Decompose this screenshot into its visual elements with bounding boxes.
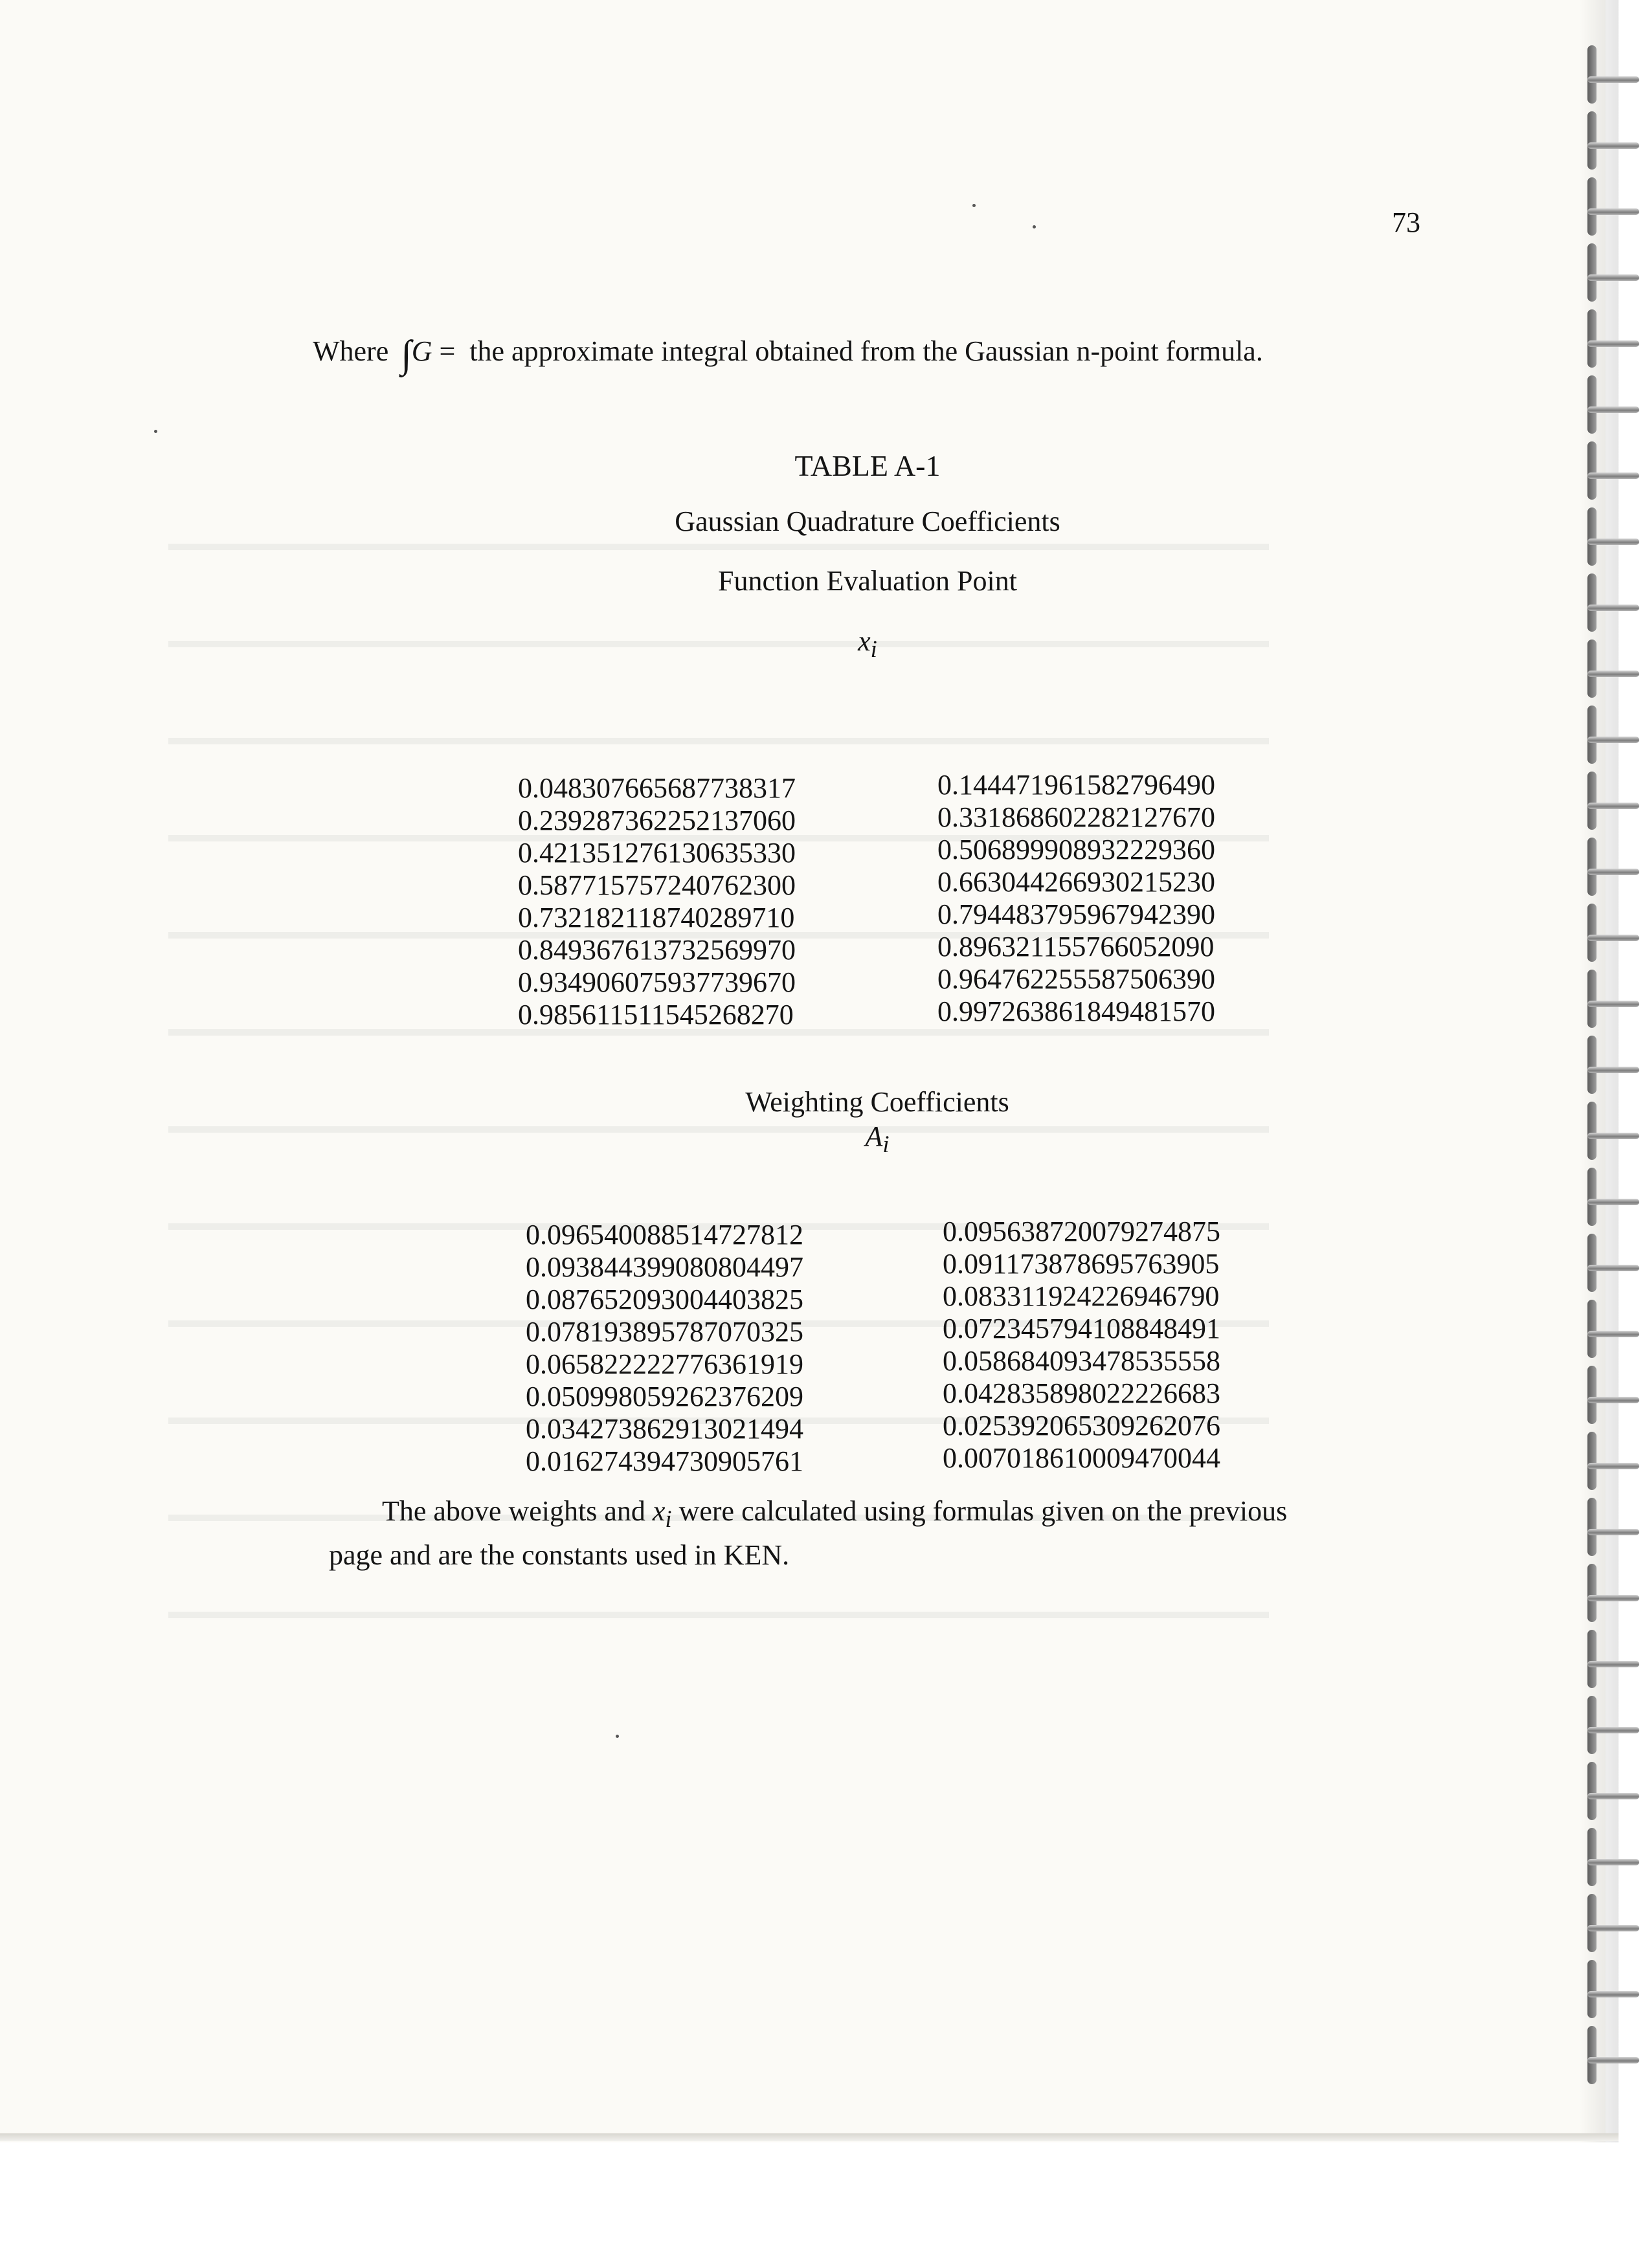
binding-coil-loop xyxy=(1587,243,1597,302)
table-title: TABLE A-1 xyxy=(794,449,941,482)
weight-value: 0.007018610009470044 xyxy=(943,1442,1220,1474)
weights-column-left xyxy=(526,1219,803,1478)
binding-coil xyxy=(1587,1920,1639,1937)
binding-coil-loop xyxy=(1587,1894,1597,1952)
binding-coil xyxy=(1587,1524,1639,1540)
point-value: 0.997263861849481570 xyxy=(937,995,1215,1027)
integral-variable: G xyxy=(411,335,432,367)
binding-coil xyxy=(1587,995,1639,1012)
binding-coil xyxy=(1587,1062,1639,1078)
weight-value: 0.016274394730905761 xyxy=(526,1445,803,1477)
binding-coil-loop xyxy=(1587,1762,1597,1820)
point-value: 0.048307665687738317 xyxy=(518,772,796,804)
binding-coil-wire xyxy=(1587,539,1639,545)
binding-coil xyxy=(1587,665,1639,682)
scan-speck xyxy=(154,430,157,433)
binding-coil xyxy=(1587,1656,1639,1673)
binding-coil xyxy=(1587,1986,1639,2003)
intro-text: the approximate integral obtained from the Gaussian n-point formula. xyxy=(469,335,1263,367)
spiral-binding xyxy=(1582,26,1647,2097)
binding-coil xyxy=(1587,1788,1639,1805)
binding-coil-wire xyxy=(1587,1133,1639,1139)
points-column-right xyxy=(937,769,1215,1028)
binding-coil-wire xyxy=(1587,340,1639,347)
binding-coil xyxy=(1587,467,1639,484)
binding-coil-loop xyxy=(1587,1828,1597,1886)
binding-coil-loop xyxy=(1587,45,1597,104)
binding-coil-loop xyxy=(1587,1036,1597,1094)
binding-coil-wire xyxy=(1587,1067,1639,1073)
binding-coil-loop xyxy=(1587,904,1597,962)
binding-coil-wire xyxy=(1587,1661,1639,1667)
binding-coil xyxy=(1587,1326,1639,1342)
binding-coil-loop xyxy=(1587,1564,1597,1622)
weight-value: 0.072345794108848491 xyxy=(943,1313,1220,1344)
binding-coil-loop xyxy=(1587,1630,1597,1688)
binding-coil-wire xyxy=(1587,935,1639,941)
points-symbol-subscript: i xyxy=(870,635,877,662)
binding-coil-wire xyxy=(1587,737,1639,743)
binding-coil-wire xyxy=(1587,2057,1639,2063)
binding-coil-wire xyxy=(1587,803,1639,809)
binding-coil xyxy=(1587,335,1639,352)
binding-coil xyxy=(1587,137,1639,154)
binding-coil-loop xyxy=(1587,1366,1597,1424)
binding-coil-wire xyxy=(1587,1859,1639,1865)
binding-coil xyxy=(1587,1722,1639,1739)
binding-coil-loop xyxy=(1587,838,1597,896)
binding-coil-wire xyxy=(1587,274,1639,281)
binding-coil xyxy=(1587,863,1639,880)
binding-coil xyxy=(1587,1194,1639,1210)
binding-coil xyxy=(1587,929,1639,946)
binding-coil-loop xyxy=(1587,1234,1597,1292)
binding-coil xyxy=(1587,1590,1639,1606)
binding-coil-loop xyxy=(1587,309,1597,368)
weights-symbol-letter: A xyxy=(865,1120,883,1152)
binding-coil-loop xyxy=(1587,2026,1597,2084)
footnote-line-1 xyxy=(324,1493,1463,1537)
point-value: 0.506899908932229360 xyxy=(937,834,1215,865)
binding-coil-wire xyxy=(1587,869,1639,875)
binding-coil-loop xyxy=(1587,706,1597,764)
binding-coil-wire xyxy=(1587,1331,1639,1337)
binding-coil-wire xyxy=(1587,1595,1639,1601)
scan-speck xyxy=(1033,225,1036,228)
intro-sentence xyxy=(313,332,1263,377)
binding-coil xyxy=(1587,2052,1639,2069)
binding-coil-wire xyxy=(1587,1793,1639,1799)
equals-sign: = xyxy=(439,335,456,367)
binding-coil-wire xyxy=(1587,1463,1639,1469)
footnote-part2: were calculated using formulas given on the previous xyxy=(678,1495,1288,1527)
binding-coil-loop xyxy=(1587,1168,1597,1226)
binding-coil xyxy=(1587,1458,1639,1474)
page-bottom-edge xyxy=(0,2133,1619,2141)
binding-coil-loop xyxy=(1587,507,1597,566)
weight-value: 0.078193895787070325 xyxy=(526,1316,803,1348)
binding-coil-loop xyxy=(1587,1432,1597,1490)
binding-coil xyxy=(1587,71,1639,88)
binding-coil-wire xyxy=(1587,1727,1639,1733)
binding-coil-wire xyxy=(1587,1991,1639,1997)
points-heading: Function Evaluation Point xyxy=(718,565,1017,597)
point-value: 0.934906075937739670 xyxy=(518,966,796,998)
binding-coil-wire xyxy=(1587,208,1639,215)
binding-coil-wire xyxy=(1587,76,1639,83)
binding-coil-loop xyxy=(1587,1498,1597,1556)
binding-coil xyxy=(1587,599,1639,616)
binding-coil-loop xyxy=(1587,1300,1597,1358)
point-value: 0.421351276130635330 xyxy=(518,837,796,869)
weight-value: 0.096540088514727812 xyxy=(526,1219,803,1251)
footnote-part1: The above weights and xyxy=(382,1495,645,1527)
binding-coil-loop xyxy=(1587,970,1597,1028)
intro-prefix: Where xyxy=(313,335,389,367)
binding-coil-loop xyxy=(1587,1960,1597,2018)
binding-coil-wire xyxy=(1587,142,1639,149)
point-value: 0.331868602282127670 xyxy=(937,801,1215,833)
weight-value: 0.042835898022226683 xyxy=(943,1377,1220,1409)
scan-speck xyxy=(972,204,976,207)
weight-value: 0.025392065309262076 xyxy=(943,1410,1220,1441)
footnote-paragraph xyxy=(324,1493,1463,1573)
weight-value: 0.095638720079274875 xyxy=(943,1216,1220,1247)
binding-coil-loop xyxy=(1587,441,1597,500)
point-value: 0.144471961582796490 xyxy=(937,769,1215,801)
integral-symbol: ∫ xyxy=(401,333,412,375)
binding-coil xyxy=(1587,1260,1639,1276)
weight-value: 0.065822222776361919 xyxy=(526,1348,803,1380)
binding-coil-wire xyxy=(1587,1397,1639,1403)
binding-coil xyxy=(1587,731,1639,748)
point-value: 0.732182118740289710 xyxy=(518,902,795,933)
binding-coil-loop xyxy=(1587,639,1597,698)
binding-coil xyxy=(1587,1854,1639,1871)
scan-speck xyxy=(616,1735,619,1738)
point-value: 0.896321155766052090 xyxy=(937,931,1215,962)
weights-heading: Weighting Coefficients xyxy=(745,1086,1009,1118)
footnote-line-2: page and are the constants used in KEN. xyxy=(329,1539,790,1571)
points-symbol-letter: x xyxy=(858,625,871,657)
binding-coil-loop xyxy=(1587,375,1597,434)
binding-coil-wire xyxy=(1587,1925,1639,1931)
point-value: 0.239287362252137060 xyxy=(518,805,796,836)
footnote-variable: $x_i$ xyxy=(652,1495,672,1532)
weights-symbol-subscript: i xyxy=(882,1130,890,1157)
weights-column-right xyxy=(943,1216,1220,1474)
binding-coil-loop xyxy=(1587,1102,1597,1160)
binding-coil-wire xyxy=(1587,472,1639,479)
table-subtitle: Gaussian Quadrature Coefficients xyxy=(675,506,1060,537)
weight-value: 0.058684093478535558 xyxy=(943,1345,1220,1377)
binding-coil xyxy=(1587,1392,1639,1408)
point-value: 0.587715757240762300 xyxy=(518,869,796,901)
weight-value: 0.083311924226946790 xyxy=(943,1280,1220,1312)
binding-coil xyxy=(1587,1128,1639,1144)
binding-coil-loop xyxy=(1587,573,1597,632)
weight-value: 0.050998059262376209 xyxy=(526,1381,803,1412)
binding-coil-loop xyxy=(1587,1696,1597,1754)
binding-coil-wire xyxy=(1587,406,1639,413)
binding-coil-loop xyxy=(1587,772,1597,830)
points-column-left xyxy=(518,772,796,1031)
point-value: 0.663044266930215230 xyxy=(937,866,1215,898)
binding-coil xyxy=(1587,203,1639,220)
binding-coil-wire xyxy=(1587,605,1639,611)
weights-symbol xyxy=(683,1120,1071,1158)
point-value: 0.964762255587506390 xyxy=(937,963,1215,995)
binding-coil-wire xyxy=(1587,1001,1639,1007)
binding-coil xyxy=(1587,797,1639,814)
point-value: 0.794483795967942390 xyxy=(937,898,1215,930)
weight-value: 0.093844399080804497 xyxy=(526,1251,803,1283)
binding-coil xyxy=(1587,533,1639,550)
weight-value: 0.087652093004403825 xyxy=(526,1284,803,1315)
weight-value: 0.034273862913021494 xyxy=(526,1413,803,1445)
binding-coil xyxy=(1587,401,1639,418)
binding-coil-wire xyxy=(1587,1199,1639,1205)
binding-coil-wire xyxy=(1587,1529,1639,1535)
binding-coil xyxy=(1587,269,1639,286)
binding-coil-loop xyxy=(1587,111,1597,170)
binding-coil-loop xyxy=(1587,177,1597,236)
weight-value: 0.091173878695763905 xyxy=(943,1248,1220,1280)
binding-coil-wire xyxy=(1587,671,1639,677)
point-value: 0.849367613732569970 xyxy=(518,934,796,966)
point-value: 0.985611511545268270 xyxy=(518,999,794,1030)
points-symbol xyxy=(609,625,1126,663)
binding-coil-wire xyxy=(1587,1265,1639,1271)
page-number: 73 xyxy=(1392,206,1420,238)
